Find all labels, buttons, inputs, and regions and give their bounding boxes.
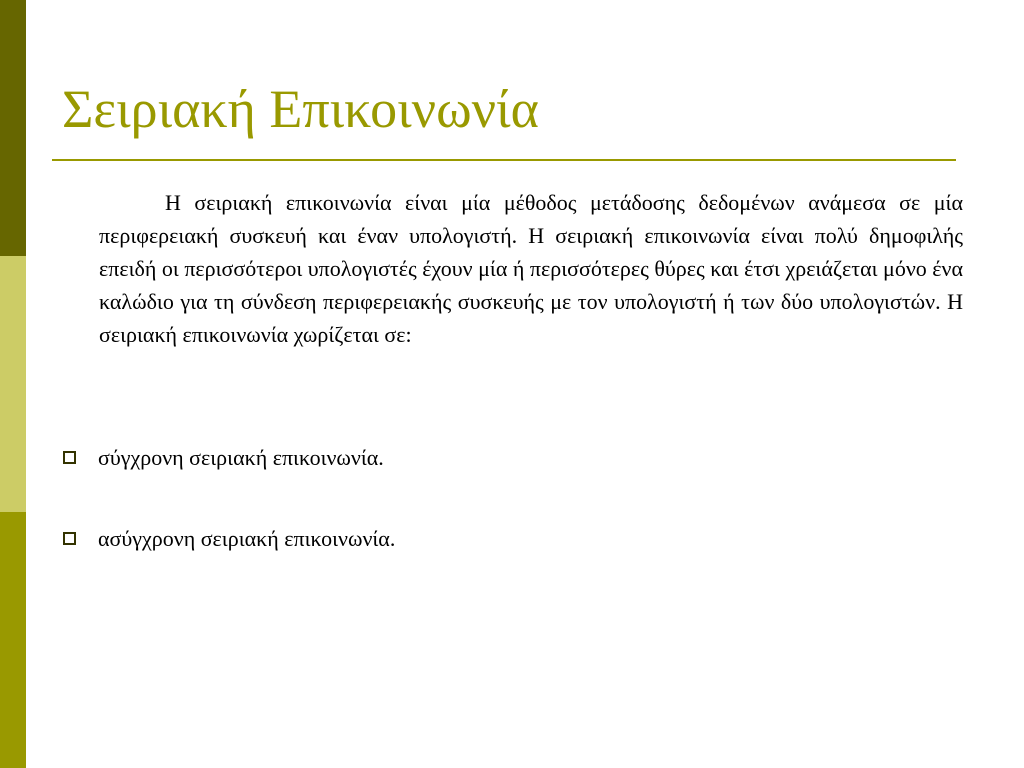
sidebar-band-bottom (0, 512, 26, 768)
hollow-square-bullet-icon (63, 451, 76, 464)
slide-title: Σειριακή Επικοινωνία (62, 79, 539, 139)
bullet-item (63, 522, 395, 555)
bullet-text: σύγχρονη σειριακή επικοινωνία. (98, 445, 384, 470)
title-divider (52, 159, 956, 161)
bullet-text: ασύγχρονη σειριακή επικοινωνία. (98, 526, 396, 551)
sidebar-band-top (0, 0, 26, 256)
body-paragraph: Η σειριακή επικοινωνία είναι μία μέθοδος μετάδοσης δεδομένων ανάμεσα σε μία περιφερειακή συσκευή και έναν υπολογιστή. Η σειριακή επικοινωνία είναι πολύ δημοφιλής επειδή οι περισσότεροι υπολογιστές έχουν μία ή περισσότερες θύρες και έτσι χρειάζεται μόνο ένα καλώδιο για τη σύνδεση περιφερειακής συσκευής με τον υπολογιστή ή των δύο υπολογιστών. Η σειριακή επικοινωνία χωρίζεται σε: (99, 190, 963, 347)
bullet-item (63, 441, 384, 474)
sidebar-band-middle (0, 256, 26, 512)
hollow-square-bullet-icon (63, 532, 76, 545)
